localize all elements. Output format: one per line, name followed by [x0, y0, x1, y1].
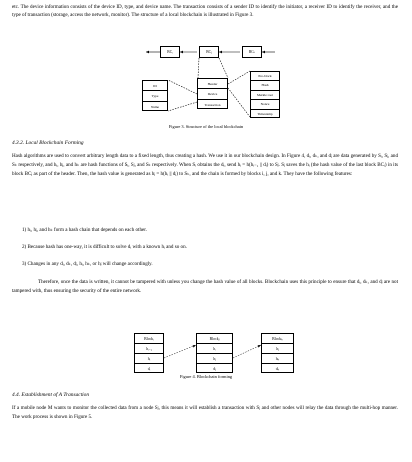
section-4-3-2-heading: 4.3.2. Local Blockchain Forming: [12, 140, 84, 146]
chain-block-k: BCₖ: [242, 46, 262, 58]
block-k-hash: hₖ: [262, 354, 293, 364]
feature-item-1: 1) hᵢ, hⱼ, and hₖ form a hash chain that depends on each other.: [22, 227, 147, 233]
transaction-cell: Transaction: [204, 102, 221, 107]
block-k-data: dₖ: [275, 367, 280, 371]
figure-3-caption: Figure 3. Structure of the local blockchain: [168, 124, 244, 129]
block-j-title: Blockⱼ: [197, 334, 232, 344]
block-j: [196, 333, 233, 373]
section-4-3-2-paragraph-2: Therefore, once the data is written, it cannot be tampered with unless you change the hash value of all blocks. Blockchain uses this principle to ensure that dᵢ, dₖ, and dⱼ are not tampered with, thus ensuring the security of the entire network.: [12, 279, 398, 294]
figure-4-caption: Figure 4. Blockchain forming: [179, 374, 233, 379]
device-cell: Device: [198, 89, 227, 99]
device-type-cell: Type: [143, 91, 167, 101]
block-i-title: Blockᵢ: [135, 334, 163, 344]
hash-cell: Hash: [251, 81, 279, 90]
block-k-prev-hash: hⱼ: [262, 344, 293, 354]
header-cell: Header: [198, 79, 227, 89]
device-name-cell: Name: [150, 104, 160, 109]
timestamp-cell: Timestamp: [257, 111, 273, 116]
merkle-root-cell: Merkle root: [251, 91, 279, 100]
device-id-cell: ID: [143, 81, 167, 91]
feature-item-3: 3) Changes in any dᵢ, dₖ, dⱼ, hᵢ, hₖ, or hⱼ will change accordingly.: [22, 261, 153, 267]
nonce-cell: Nonce: [251, 100, 279, 109]
pre-block-cell: Pre-block: [251, 72, 279, 81]
section-4-3-2-paragraph: Hash algorithms are used to convert arbitrary length data to a fixed length, thus creating a hash. We use it in our blockchain design. In Figure 4, dᵢ, dₖ, and dⱼ are data generated by Sᵢ, Sⱼ, and Sₖ respectively, and hᵢ, hⱼ, and hₖ are hash functions of Sᵢ, Sⱼ, and Sₖ respectively. When Sᵢ obtains the dᵢ, send hᵢ = h(hᵢ₋₁ || dᵢ) to Sⱼ. Sⱼ saves the hᵢ (the hash value of the last block BCᵢ) in its block BCⱼ as part of the header. Then, the hash value is generated as hⱼ = h(hᵢ || dⱼ) to Sₖ, and the chain is formed by blocks i, j, and k. They have the following features:: [12, 153, 398, 177]
block-k: [261, 333, 294, 373]
block-j-hash: hⱼ: [197, 354, 232, 364]
intro-paragraph: etc. The device information consists of the device ID, type, and device name. The transaction consists of a sender ID to identify the initiator, a receiver ID to identify the receiver, and the type of transaction (storage, access the network, monitor). The structure of a local blockchain is illustrated in Figure 3.: [12, 4, 398, 18]
block-j-prev-hash: hᵢ: [197, 344, 232, 354]
block-i: [134, 333, 164, 373]
chain-block-i: BCᵢ: [160, 46, 180, 58]
section-4-4-heading: 4.4. Establishment of A Transaction: [12, 392, 90, 398]
block-k-title: Blockₖ: [262, 334, 293, 344]
chain-block-j: BCⱼ: [199, 46, 219, 58]
section-4-4-paragraph: If a mobile node M wants to monitor the collected data from a node Sⱼ, this means it will establish a transaction with Sⱼ and other nodes will relay the data through the multi-hop manner. The work process is shown in Figure 5.: [12, 405, 398, 420]
block-i-hash: hᵢ: [135, 354, 163, 364]
feature-item-2: 2) Because hash has one-way, it is difficult to solve dᵢ with a known hᵢ and so on.: [22, 244, 187, 250]
block-i-prev-hash: hᵢ₋₁: [135, 344, 163, 354]
block-i-data: dᵢ: [147, 367, 151, 371]
block-j-data: dⱼ: [213, 367, 216, 371]
